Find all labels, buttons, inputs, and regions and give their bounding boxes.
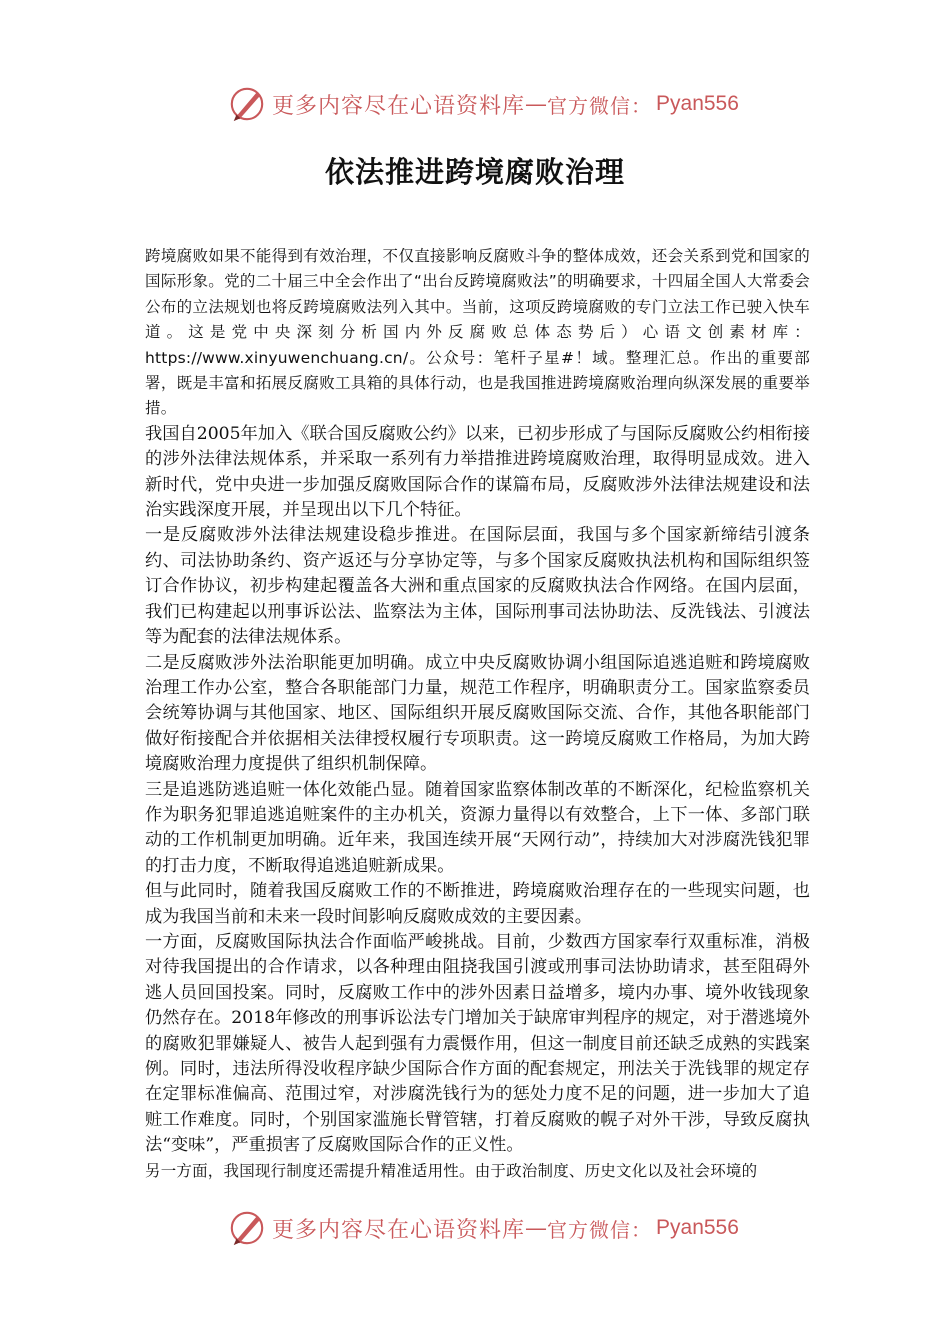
paragraph: 二是反腐败涉外法治职能更加明确。成立中央反腐败协调小组国际追逃追赃和跨境腐败治理工作办公室，整合各职能部门力量，规范工作程序，明确职责分工。国家监察委员会统筹协调与其他国家、地区、国际组织开展反腐败国际交流、合作，其他各职能部门做好衔接配合并依据相关法律授权履行专项职责。这一跨境反腐败工作格局，为加大跨境腐败治理力度提供了组织机制保障。 xyxy=(145,652,810,775)
paragraph: 但与此同时，随着我国反腐败工作的不断推进，跨境腐败治理存在的一些现实问题，也成为我国当前和未来一段时间影响反腐败成效的主要因素。 xyxy=(145,881,810,927)
pen-logo-icon xyxy=(228,85,266,123)
paragraph: 我国自2005年加入《联合国反腐败公约》以来，已初步形成了与国际反腐败公约相衔接的涉外法律法规体系，并采取一系列有力举措推进跨境腐败治理，取得明显成效。进入新时代，党中央进一步加强反腐败国际合作的谋篇布局，反腐败涉外法律法规建设和法治实践深度开展，并呈现出以下几个特征。 xyxy=(145,423,810,521)
paragraph: 一是反腐败涉外法律法规建设稳步推进。在国际层面，我国与多个国家新缔结引渡条约、司法协助条约、资产返还与分享协定等，与多个国家反腐败执法机构和国际组织签订合作协议，初步构建起覆盖各大洲和重点国家的反腐败执法合作网络。在国内层面，我们已构建起以刑事诉讼法、监察法为主体，国际刑事司法协助法、反洗钱法、引渡法等为配套的法律法规体系。 xyxy=(145,525,810,648)
banner-wechat-id: Pyan556 xyxy=(656,92,739,115)
banner-label: 官方微信： xyxy=(547,1217,653,1242)
paragraph: 三是追逃防逃追赃一体化效能凸显。随着国家监察体制改革的不断深化，纪检监察机关作为职务犯罪追逃追赃案件的主办机关，资源力量得以有效整合，上下一体、多部门联动的工作机制更加明确。近年来，我国连续开展“天网行动”，持续加大对涉腐洗钱犯罪的打击力度，不断取得追逃追赃新成果。 xyxy=(145,779,810,876)
paragraph: 跨境腐败如果不能得到有效治理，不仅直接影响反腐败斗争的整体成效，还会关系到党和国家的国际形象。党的二十届三中全会作出了“出台反跨境腐败法”的明确要求，十四届全国人大常委会公布的立法规划也将反跨境腐败法列入其中。当前，这项反跨境腐败的专门立法工作已驶入快车道。这是党中央深刻分析国内外反腐败总体态势后）心语文创素材库：https://www.xinyuwenchuang.cn/。公众号：笔杆子星#！域。整理汇总。作出的重要部署，既是丰富和拓展反腐败工具箱的具体行动，也是我国推进跨境腐败治理向纵深发展的重要举措。 xyxy=(145,247,810,418)
watermark-banner-top xyxy=(228,84,739,124)
document-body xyxy=(145,244,810,1184)
banner-label: 官方微信： xyxy=(547,93,653,118)
banner-text: 更多内容尽在心语资料库 xyxy=(272,93,526,119)
banner-separator: — xyxy=(525,91,548,117)
banner-text: 更多内容尽在心语资料库 xyxy=(272,1217,526,1243)
pen-logo-icon xyxy=(228,1209,266,1247)
banner-separator: — xyxy=(525,1215,548,1241)
banner-wechat-id: Pyan556 xyxy=(656,1216,739,1239)
paragraph: 一方面，反腐败国际执法合作面临严峻挑战。目前，少数西方国家奉行双重标准，消极对待我国提出的合作请求，以各种理由阻挠我国引渡或刑事司法协助请求，甚至阻碍外逃人员回国投案。同时，反腐败工作中的涉外因素日益增多，境内办事、境外收钱现象仍然存在。2018年修改的刑事诉讼法专门增加关于缺席审判程序的规定，对于潜逃境外的腐败犯罪嫌疑人、被告人起到强有力震慑作用，但这一制度目前还缺乏成熟的实践案例。同时，违法所得没收程序缺少国际合作方面的配套规定，刑法关于洗钱罪的规定存在定罪标准偏高、范围过窄，对涉腐洗钱行为的惩处力度不足的问题，进一步加大了追赃工作难度。同时，个别国家滥施长臂管辖，打着反腐败的幌子对外干涉，导致反腐执法“变味”，严重损害了反腐败国际合作的正义性。 xyxy=(145,931,810,1156)
paragraph: 另一方面，我国现行制度还需提升精准适用性。由于政治制度、历史文化以及社会环境的 xyxy=(145,1161,758,1180)
watermark-banner-bottom xyxy=(228,1208,739,1248)
document-title: 依法推进跨境腐败治理 xyxy=(324,155,625,189)
